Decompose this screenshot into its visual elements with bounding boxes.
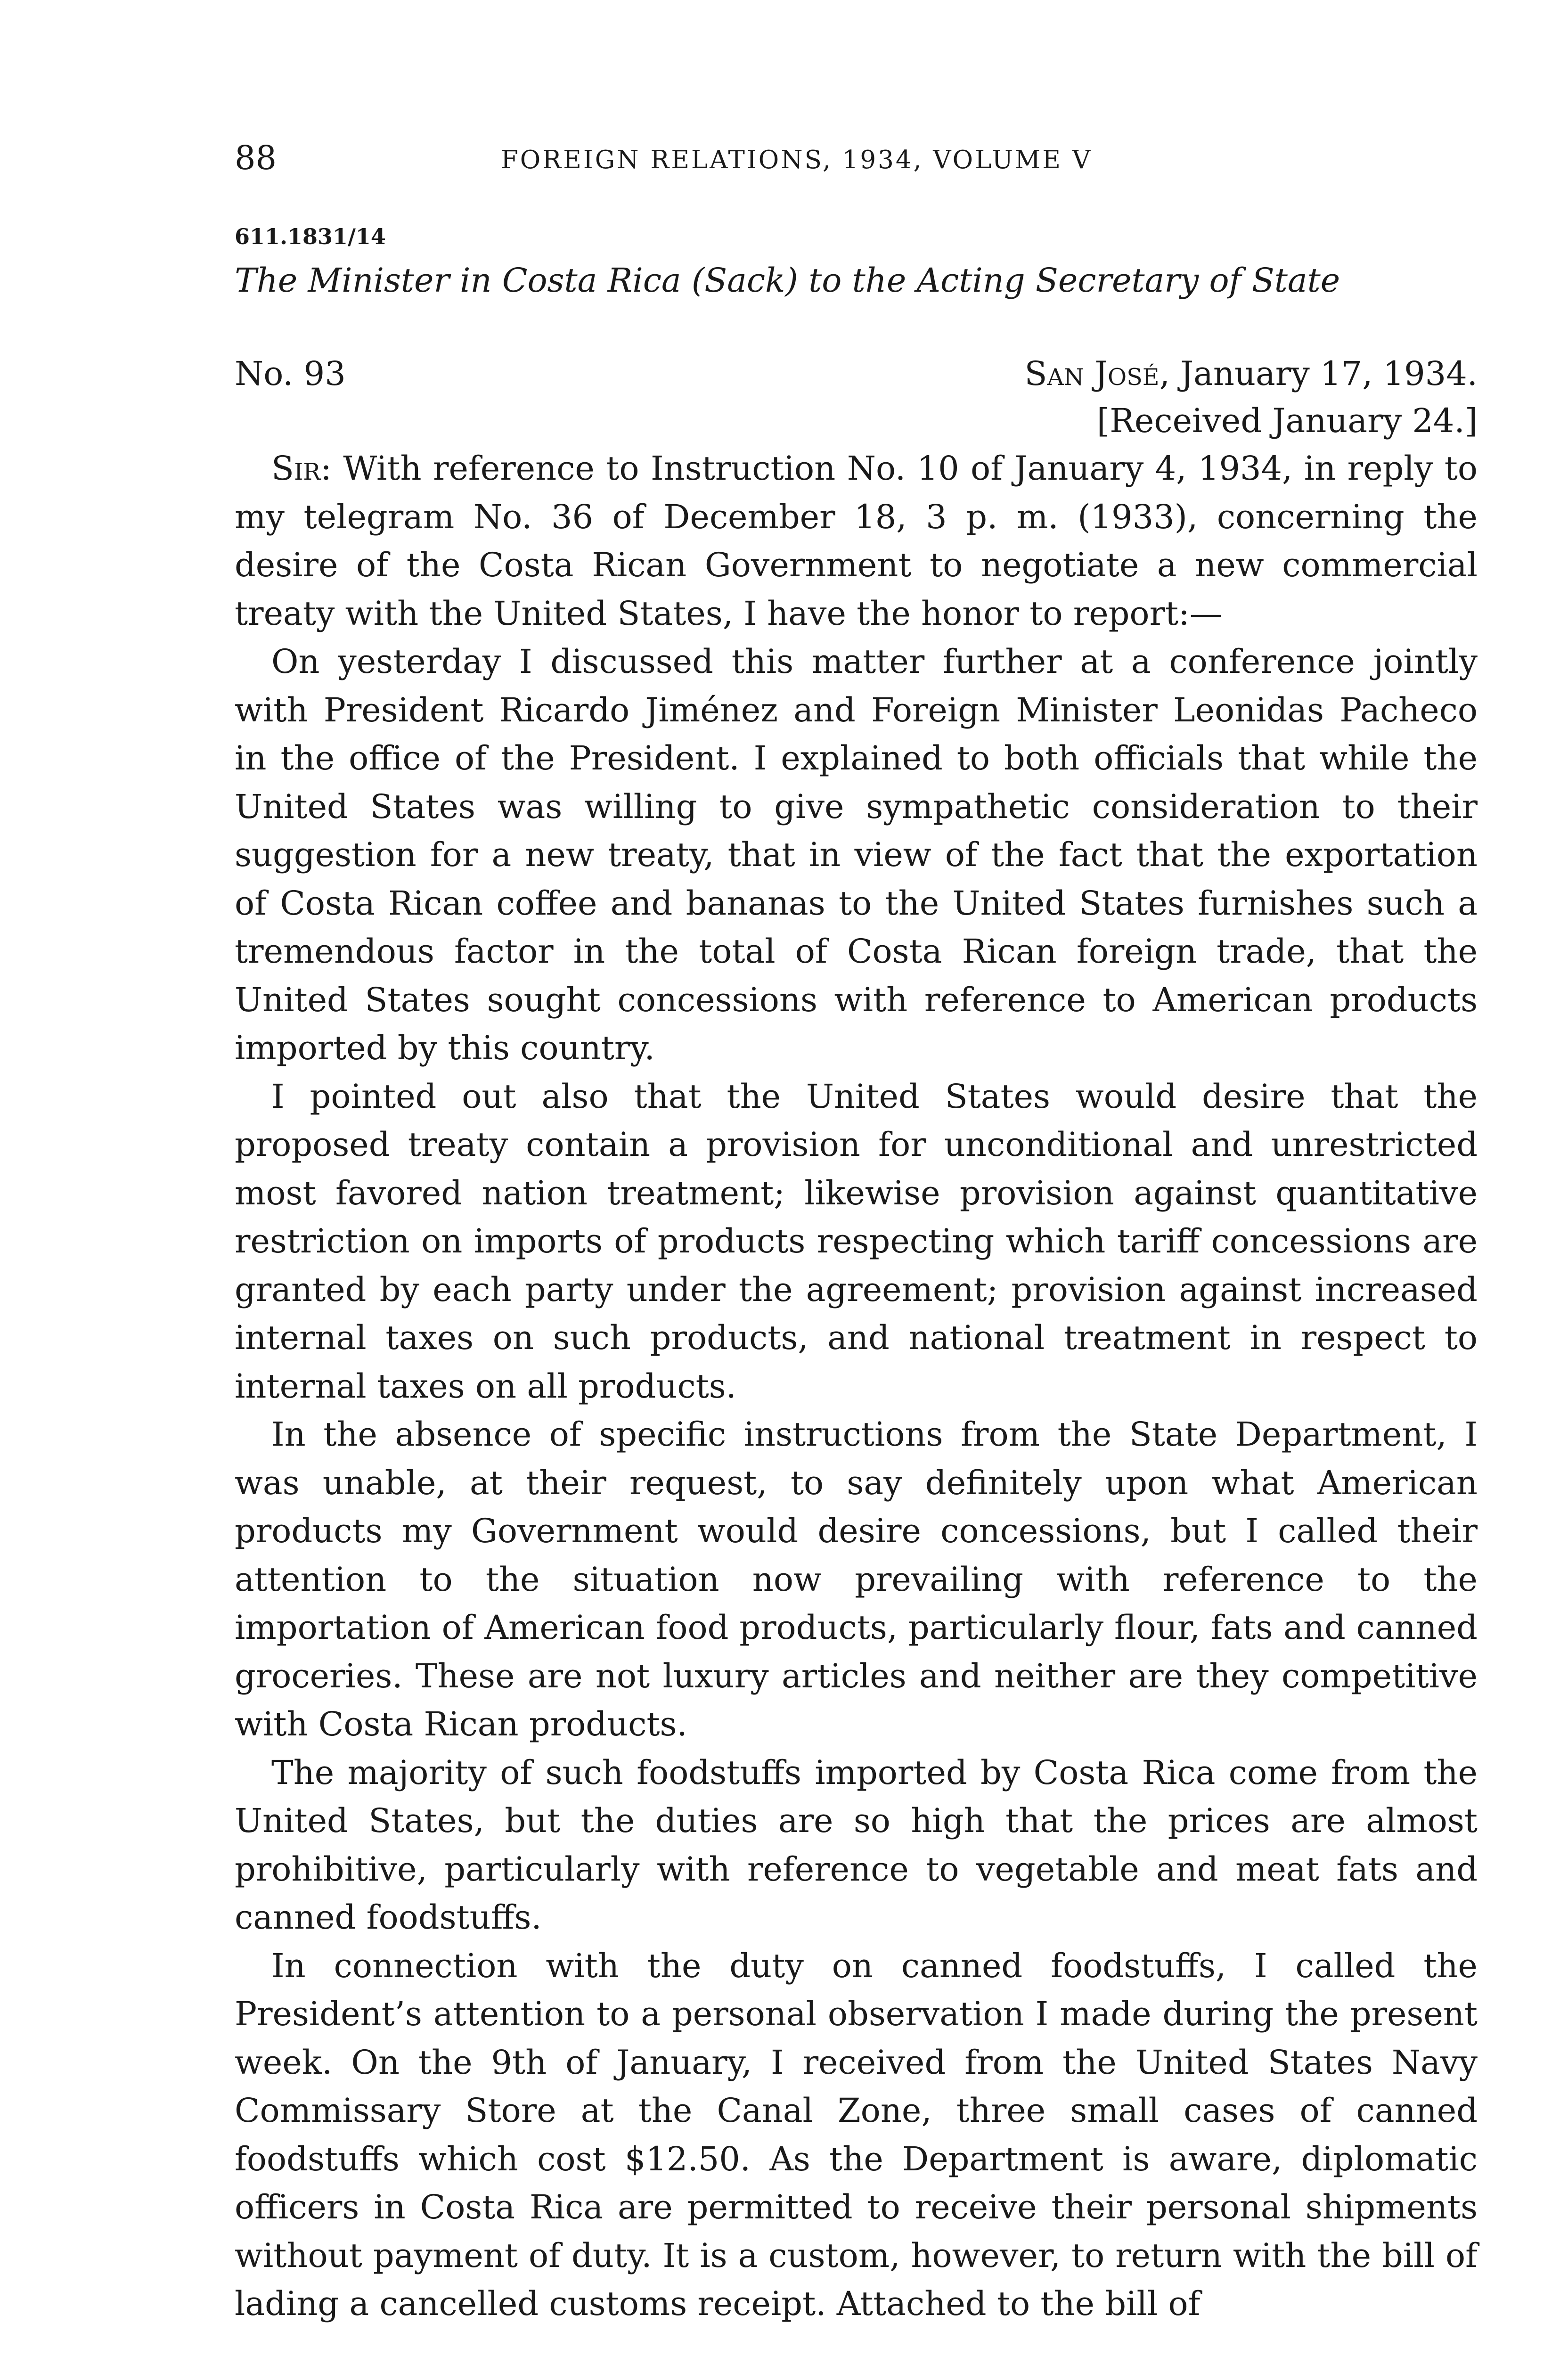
dateline-date: , January 17, 1934. <box>1159 354 1478 393</box>
paragraph: I pointed out also that the United States would desire that the proposed treaty contain a provision for unconditional and unrestricted most favored nation treatment; likewise provision against quantitative restriction on imports of products respecting which tariff concessions are granted by each party under the agreement; provision against increased internal taxes on such products, and national treatment in respect to internal taxes on all products. <box>235 1077 1478 1406</box>
paragraph: On yesterday I discussed this matter further at a conference jointly with President Ricardo Jiménez and Foreign Minister Leonidas Pacheco in the office of the President. I explained to both officials that while the United States was willing to give sympathetic consideration to their suggestion for a new treaty, that in view of the fact that the exportation of Costa Rican coffee and bananas to the United States furnishes such a tremendous factor in the total of Costa Rican foreign trade, that the United States sought concessions with reference to American products imported by this country. <box>235 642 1478 1067</box>
paragraph: In connection with the duty on canned foodstuffs, I called the President’s attention to a personal observation I made during the present week. On the 9th of January, I received from the United States Navy Commissary Store at the Canal Zone, three small cases of canned foodstuffs which cost $12.50. As the Department is aware, diplomatic officers in Costa Rica are permitted to receive their personal shipments without payment of duty. It is a custom, however, to return with the bill of lading a cancelled customs receipt. Attached to the bill of <box>235 1946 1478 2323</box>
paragraph <box>235 444 1478 638</box>
page-header <box>235 134 1474 181</box>
salutation: Sir <box>271 449 321 488</box>
dateline <box>1025 350 1478 444</box>
paragraph: In the absence of specific instructions from the State Department, I was unable, at their request, to say definitely upon what American products my Government would desire concessions, but I called their attention to the situation now prevailing with reference to the importation of American food products, particularly flour, fats and canned groceries. These are not luxury articles and neither are they competitive with Costa Rican products. <box>235 1415 1478 1743</box>
letter-body <box>235 444 1478 2328</box>
running-head: FOREIGN RELATIONS, 1934, VOLUME V <box>501 146 1093 174</box>
dateline-place: San José <box>1024 354 1160 393</box>
document-title: The Minister in Costa Rica (Sack) to the Acting Secretary of State <box>235 261 1340 300</box>
received-date: [Received January 24.] <box>1096 401 1478 440</box>
page-number: 88 <box>235 139 277 177</box>
paragraph-text: : With reference to Instruction No. 10 of January 4, 1934, in reply to my telegram No. 36 of December 18, 3 p. m. (1933), concerning the desire of the Costa Rican Government to negotiate a new commercial treaty with the United States, I have the honor to report:— <box>235 449 1478 633</box>
file-number: 611.1831/14 <box>235 224 386 249</box>
paragraph: The majority of such foodstuffs imported by Costa Rica come from the United States, but the duties are so high that the prices are almost prohibitive, particularly with reference to vegetable and meat fats and canned foodstuffs. <box>235 1753 1478 1937</box>
dateline-line <box>1025 350 1478 397</box>
document-number: No. 93 <box>235 354 346 393</box>
